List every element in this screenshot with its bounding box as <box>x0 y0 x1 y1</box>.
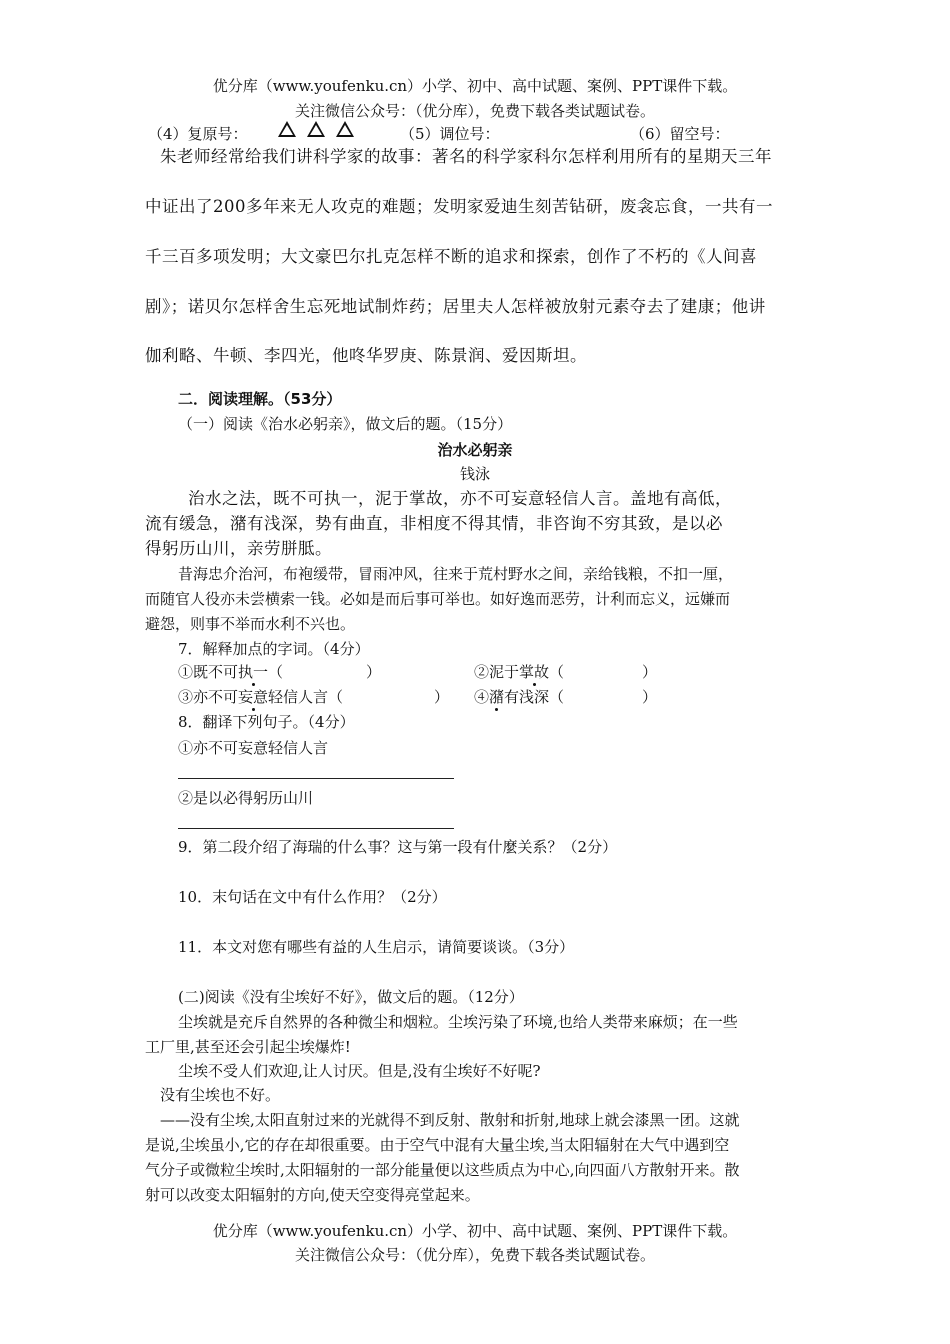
passage-line: 中证出了200多年来无人攻克的难题；发明家爱迪生刻苦钻研，废衾忘食，一共有一 <box>145 197 773 216</box>
q7-item-d <box>474 687 674 707</box>
footer-line-2: 关注微信公众号：（优分库），免费下载各类试题试卷。 <box>294 1246 655 1264</box>
q9: 9．第二段介绍了海瑞的什么事？这与第一段有什麼关系？（2分） <box>178 838 618 856</box>
article-para2-line: 避怨，则事不举而水利不兴也。 <box>145 615 356 633</box>
q7-c-close: ） <box>434 688 450 706</box>
header-line-1: 优分库（www.youfenku.cn）小学、初中、高中试题、案例、PPT课件下载。 <box>212 77 738 95</box>
q7-b-dotted: 掌故 <box>519 663 550 681</box>
dust-para-line: ——没有尘埃,太阳直射过来的光就得不到反射、散射和折射,地球上就会漆黑一团。这就 <box>160 1111 740 1129</box>
part1-intro: （一）阅读《治水必躬亲》，做文后的题。（15分） <box>178 415 513 433</box>
part2-intro: (二)阅读《没有尘埃好不好》，做文后的题。（12分） <box>178 988 524 1006</box>
passage-line: 伽利略、牛顿、李四光，他咚华罗庚、陈景润、爱因斯坦。 <box>145 346 587 365</box>
q7-stem: 7．解释加点的字词。（4分） <box>178 640 370 658</box>
article-para2-line: 而随官人役亦未尝横索一钱。必如是而后事可举也。如好逸而恶劳，计利而忘义，远嫌而 <box>145 590 731 608</box>
dust-para-line: 射可以改变太阳辐射的方向,使天空变得亮堂起来。 <box>145 1186 480 1204</box>
passage-line: 朱老师经常给我们讲科学家的故事：著名的科学家科尔怎样利用所有的星期天三年 <box>160 147 772 166</box>
passage-line: 剧》；诺贝尔怎样舍生忘死地试制炸药；居里夫人怎样被放射元素夺去了建康；他讲 <box>145 297 766 316</box>
triangle-icon <box>336 121 354 137</box>
q7-a-pre: ①既不可 <box>178 663 239 681</box>
answer-line[interactable] <box>178 778 454 779</box>
dust-para-line: 没有尘埃也不好。 <box>160 1086 281 1104</box>
q7-d-post: 有浅深（ <box>504 688 565 706</box>
article-para2-line: 昔海忠介治河，布袍缓带，冒雨冲风，往来于荒村野水之间，亲给钱粮，不扣一厘， <box>178 565 734 583</box>
restore-mark-triangles <box>278 120 360 140</box>
blank-mark-label: （6）留空号： <box>630 125 730 143</box>
adjust-mark-label: （5）调位号： <box>400 125 500 143</box>
triangle-icon <box>307 121 325 137</box>
q7-b-close: ） <box>642 663 658 681</box>
q8-sentence-2: ②是以必得躬历山川 <box>178 789 314 807</box>
restore-mark-label: （4）复原号： <box>148 125 248 143</box>
footer-line-1: 优分库（www.youfenku.cn）小学、初中、高中试题、案例、PPT课件下载。 <box>212 1222 738 1240</box>
q7-item-b <box>474 662 674 682</box>
header-line-2: 关注微信公众号：（优分库），免费下载各类试题试卷。 <box>294 102 655 120</box>
section-title: 二．阅读理解。（53分） <box>178 390 342 408</box>
q7-b-pre: ②泥于 <box>474 663 520 681</box>
q10: 10．末句话在文中有什么作用？（2分） <box>178 888 447 906</box>
triangle-icon <box>278 121 296 137</box>
dust-para-line: 工厂里,甚至还会引起尘埃爆炸! <box>145 1038 351 1056</box>
article-para1-line: 治水之法，既不可执一，泥于掌故，亦不可妄意轻信人言。盖地有高低， <box>188 489 732 508</box>
article-author: 钱泳 <box>459 465 490 483</box>
q11: 11．本文对您有哪些有益的人生启示，请简要谈谈。（3分） <box>178 938 575 956</box>
q8-sentence-1: ①亦不可妄意轻信人言 <box>178 739 329 757</box>
q7-a-dotted: 执一 <box>238 663 269 681</box>
q7-c-post: 轻信人言（ <box>268 688 344 706</box>
dust-para-line: 是说,尘埃虽小,它的存在却很重要。由于空气中混有大量尘埃,当太阳辐射在大气中遇到空 <box>145 1136 730 1154</box>
dust-para-line: 尘埃不受人们欢迎,让人讨厌。但是,没有尘埃好不好呢? <box>178 1062 541 1080</box>
q7-a-close: ） <box>366 663 382 681</box>
q7-c-pre: ③亦不可 <box>178 688 239 706</box>
article-para1-line: 得躬历山川，亲劳胼胝。 <box>145 539 332 558</box>
q7-d-pre: ④ <box>474 688 490 706</box>
q7-d-close: ） <box>642 688 658 706</box>
passage-line: 千三百多项发明；大文豪巴尔扎克怎样不断的追求和探索，创作了不朽的《人间喜 <box>145 247 757 266</box>
article-title: 治水必躬亲 <box>437 441 513 459</box>
q8-stem: 8．翻译下列句子。（4分） <box>178 713 355 731</box>
answer-line[interactable] <box>178 828 454 829</box>
dust-para-line: 气分子或微粒尘埃时,太阳辐射的一部分能量便以这些质点为中心,向四面八方散射开来。散 <box>145 1161 740 1179</box>
q7-item-c <box>178 687 478 707</box>
article-para1-line: 流有缓急，潴有浅深，势有曲直，非相度不得其情，非咨询不穷其致，是以必 <box>145 514 723 533</box>
dust-para-line: 尘埃就是充斥自然界的各种微尘和烟粒。尘埃污染了环境,也给人类带来麻烦；在一些 <box>178 1013 738 1031</box>
q7-b-post: （ <box>549 663 565 681</box>
q7-d-dotted: 潴 <box>489 688 505 706</box>
q7-a-post: （ <box>268 663 284 681</box>
q7-item-a <box>178 662 478 682</box>
q7-c-dotted: 妄意 <box>238 688 269 706</box>
